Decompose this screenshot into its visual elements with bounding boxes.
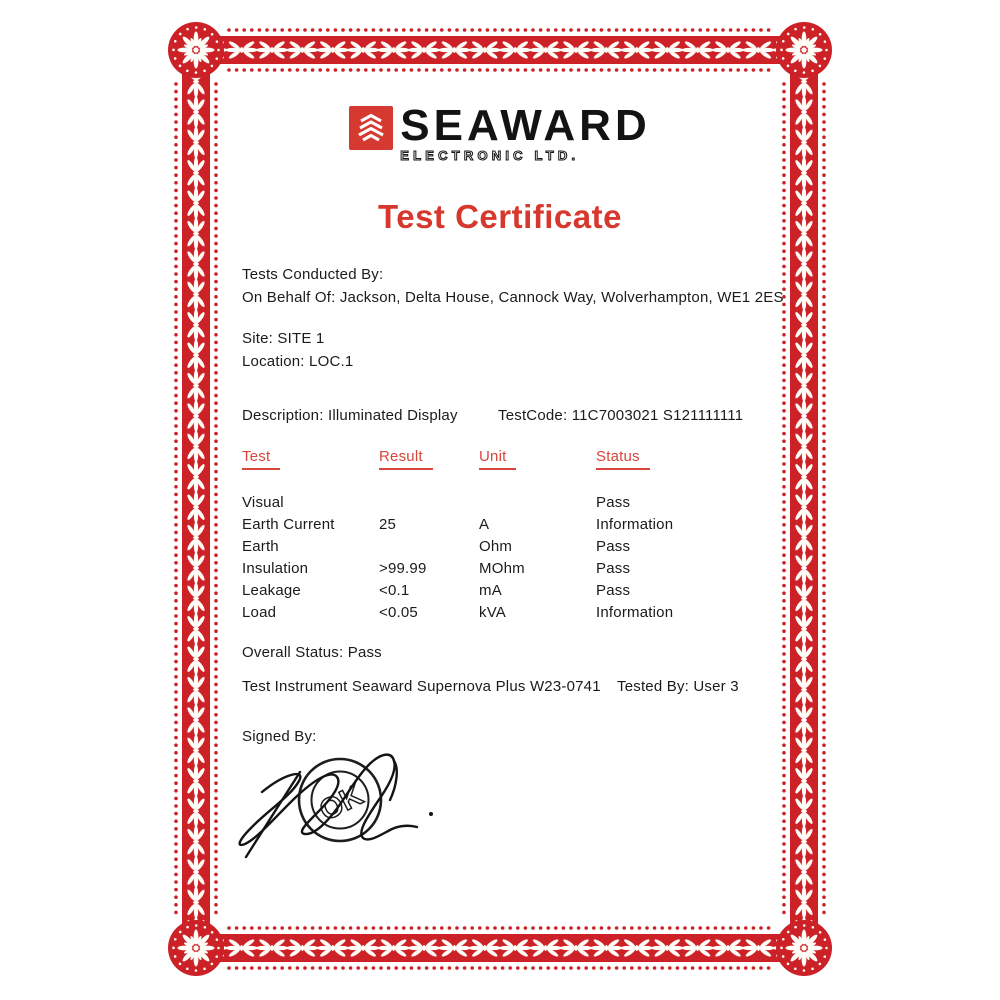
logo-subtitle: ELECTRONIC LTD. (400, 148, 580, 163)
cell-status: Information (596, 516, 674, 533)
cell-unit: kVA (479, 604, 506, 621)
cell-unit: mA (479, 582, 502, 599)
col-header-test: Test (242, 448, 280, 470)
col-header-status: Status (596, 448, 650, 470)
cell-result: 25 (379, 516, 397, 533)
test-instrument-line: Test Instrument Seaward Supernova Plus W23-0741 (242, 678, 601, 695)
test-code-line: TestCode: 11C7003021 S121111111 (498, 407, 744, 424)
cell-result: <0.05 (379, 604, 418, 621)
cell-unit: Ohm (479, 538, 513, 555)
certificate-title: Test Certificate (378, 198, 622, 235)
site-location-block (242, 327, 353, 373)
cell-unit: A (479, 516, 490, 533)
logo-wordmark: SEAWARD (400, 101, 651, 150)
signed-by-label: Signed By: (242, 728, 317, 745)
cell-status: Pass (596, 582, 631, 599)
cell-result (379, 536, 479, 558)
on-behalf-of-line: On Behalf Of: Jackson, Delta House, Cannock Way, Wolverhampton, WE1 2ES (242, 289, 784, 306)
description-line: Description: Illuminated Display (242, 407, 458, 424)
seaward-logo (0, 101, 1000, 163)
col-header-unit: Unit (479, 448, 516, 470)
cell-test: Load (242, 604, 277, 621)
results-table-header (242, 448, 762, 470)
signature-dot (429, 812, 433, 816)
cell-test: Insulation (242, 560, 309, 577)
cell-status: Pass (596, 560, 631, 577)
cell-result: <0.1 (379, 582, 410, 599)
conducted-by-block (242, 263, 784, 309)
cell-result (379, 492, 479, 514)
location-line: Location: LOC.1 (242, 353, 354, 370)
tested-by-line: Tested By: User 3 (617, 678, 739, 695)
seaward-logo-icon (349, 106, 393, 150)
cell-status: Information (596, 604, 674, 621)
col-header-result: Result (379, 448, 433, 470)
signature (228, 746, 452, 870)
tests-conducted-by-label: Tests Conducted By: (242, 266, 384, 283)
logo-text (400, 101, 651, 163)
cell-test: Visual (242, 494, 284, 511)
cell-status: Pass (596, 494, 631, 511)
cell-unit (479, 492, 596, 514)
results-table (242, 492, 762, 624)
cell-test: Earth (242, 538, 279, 555)
cell-test: Earth Current (242, 516, 335, 533)
cell-result: >99.99 (379, 560, 427, 577)
cell-test: Leakage (242, 582, 301, 599)
cell-unit: MOhm (479, 560, 525, 577)
cell-status: Pass (596, 538, 631, 555)
site-line: Site: SITE 1 (242, 330, 325, 347)
overall-status-line: Overall Status: Pass (242, 644, 382, 661)
stamp-ok-text: OK (314, 779, 368, 828)
